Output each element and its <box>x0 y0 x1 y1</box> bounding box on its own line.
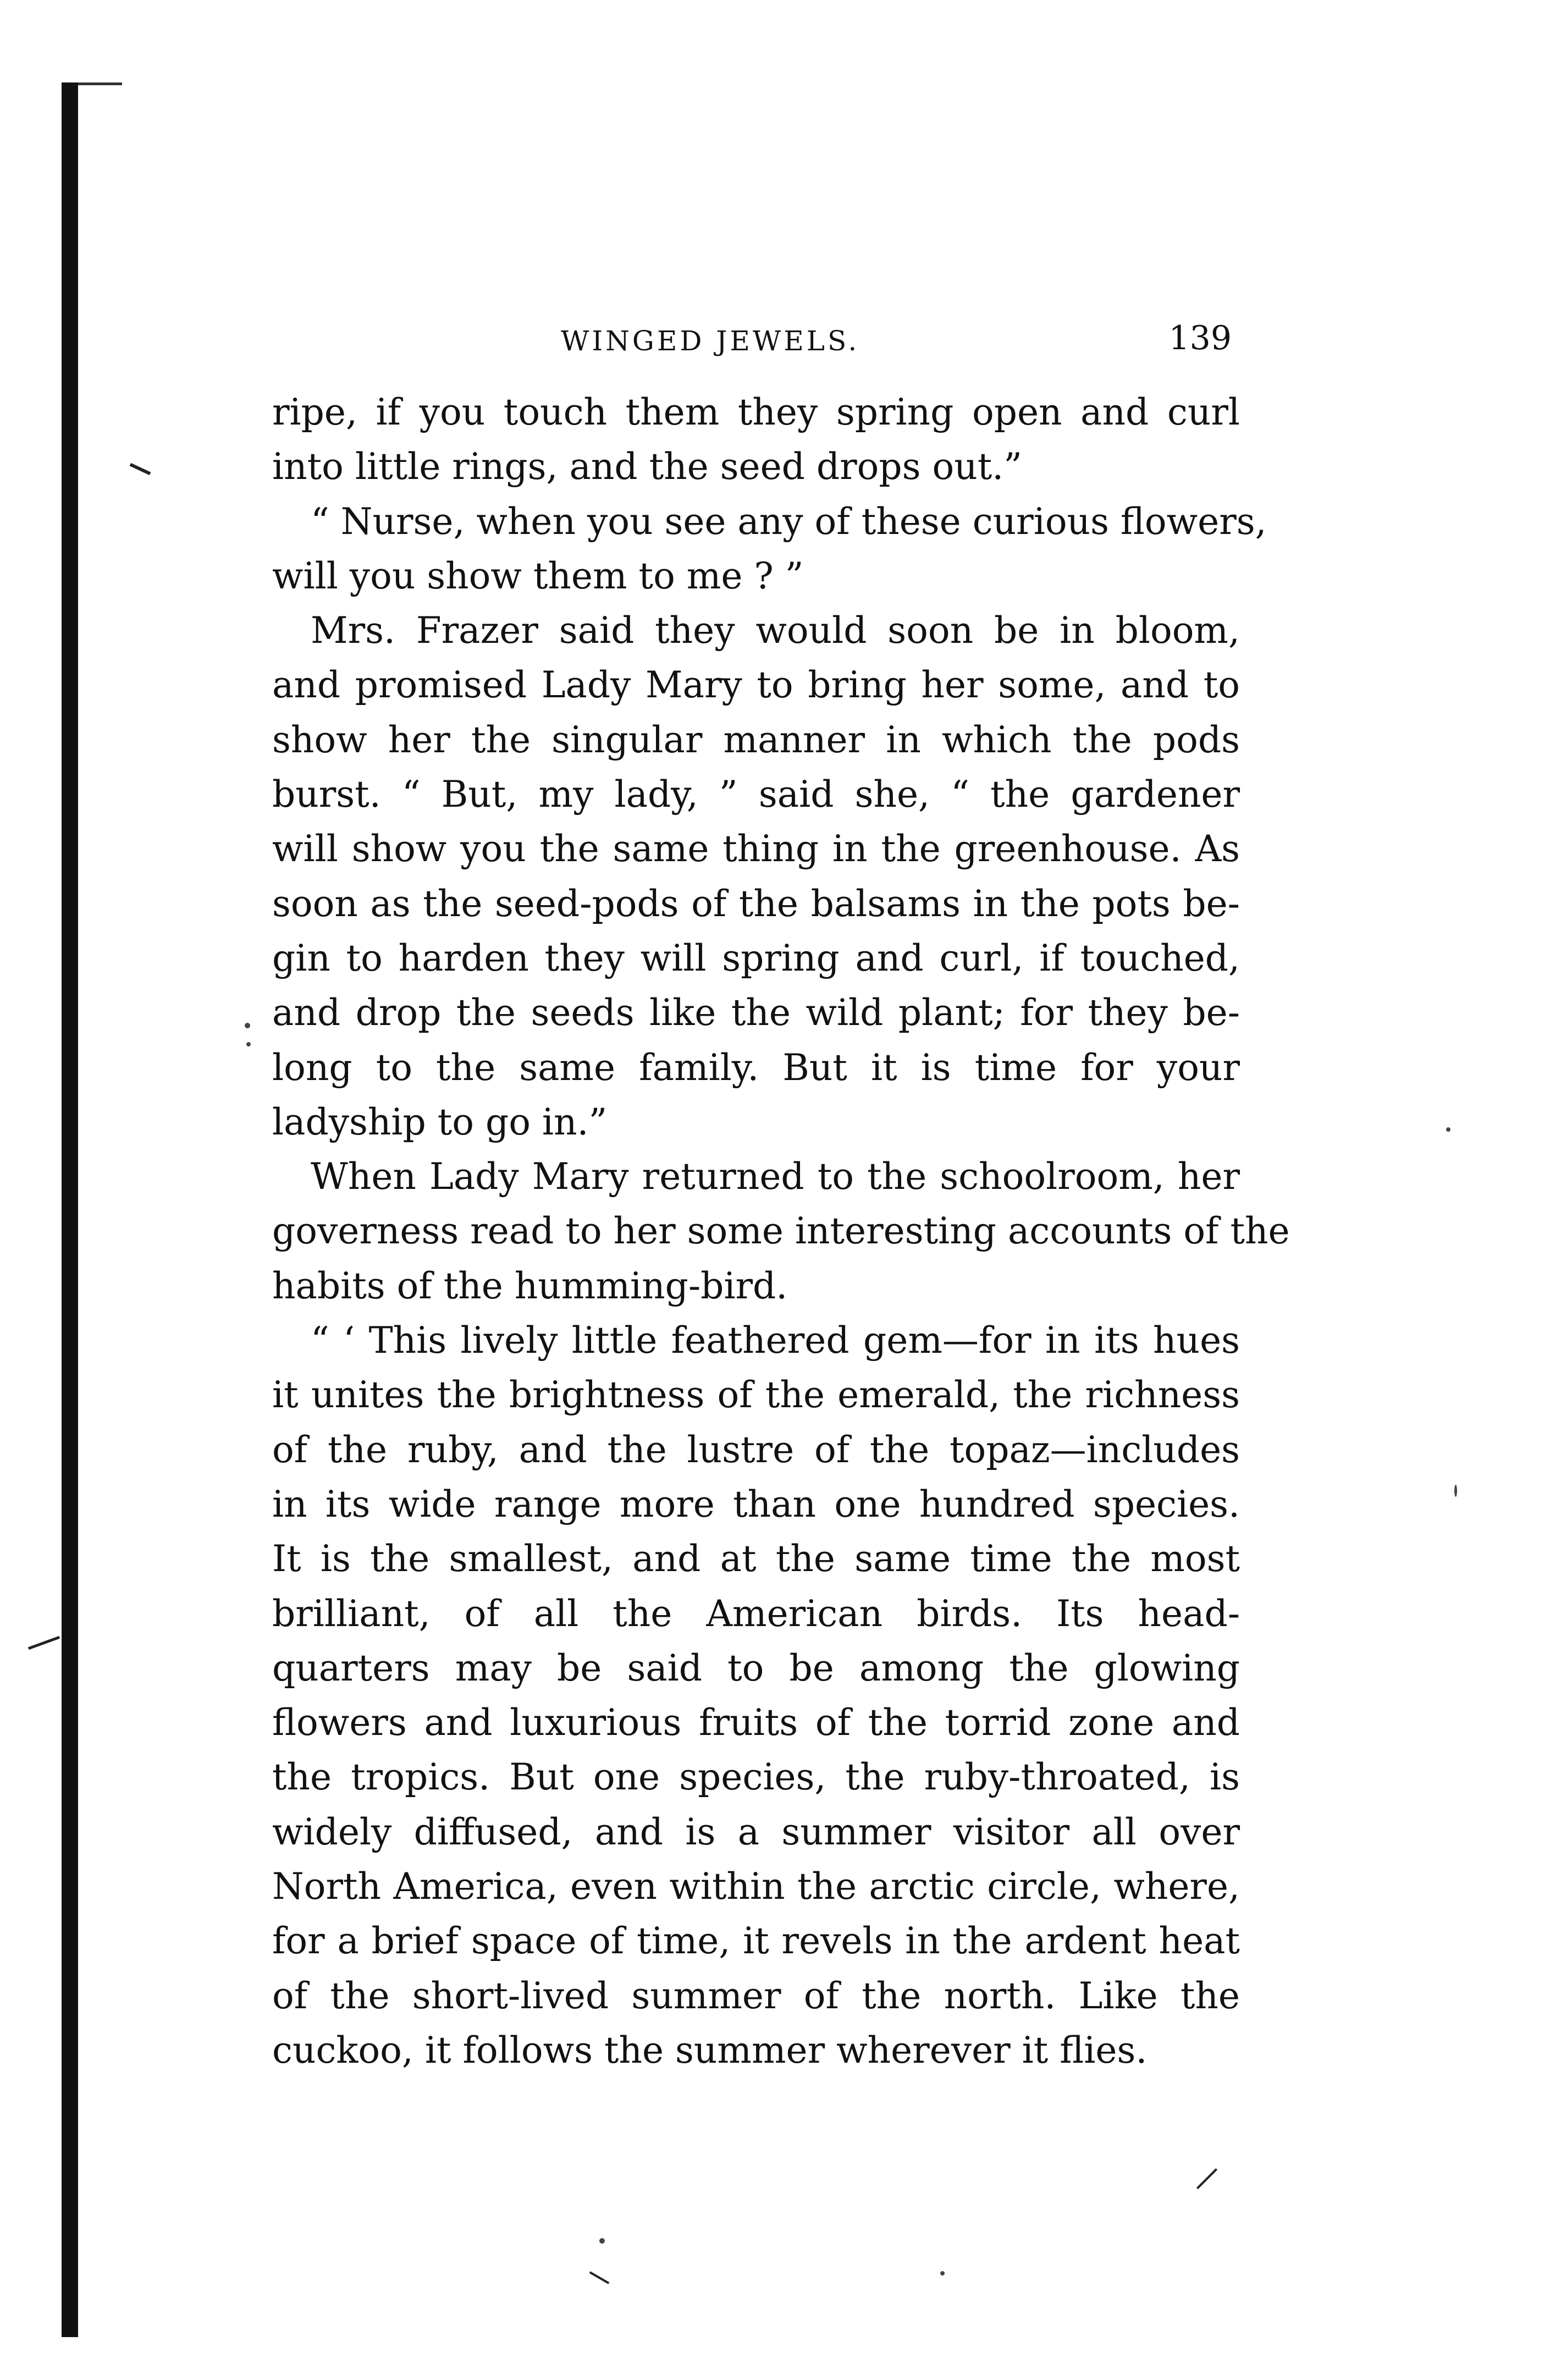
text-line: ripe, if you touch them they spring open and curl <box>272 391 1240 433</box>
margin-mark <box>130 463 151 475</box>
text-line: of the ruby, and the lustre of the topaz—includes <box>272 1428 1240 1471</box>
text-line: for a brief space of time, it revels in the ardent heat <box>272 1920 1240 1963</box>
margin-mark <box>589 2271 610 2284</box>
text-line: cuckoo, it follows the summer wherever it flies. <box>272 2029 1148 2072</box>
text-line: long to the same family. But it is time for your <box>272 1046 1240 1089</box>
text-line: in its wide range more than one hundred species. <box>272 1483 1240 1525</box>
text-line: and promised Lady Mary to bring her some, and to <box>272 664 1240 707</box>
page-header <box>275 316 1237 366</box>
text-line: soon as the seed-pods of the balsams in the pots be- <box>272 882 1240 925</box>
text-line: it unites the brightness of the emerald, the richness <box>272 1374 1240 1417</box>
scan-speck <box>1446 1127 1450 1132</box>
text-line: widely diffused, and is a summer visitor all over <box>272 1810 1240 1853</box>
text-line: of the short-lived summer of the north. Like the <box>272 1974 1240 2017</box>
text-line: burst. “ But, my lady, ” said she, “ the gardener <box>272 773 1240 816</box>
text-line: quarters may be said to be among the glowing <box>272 1646 1240 1689</box>
text-line: brilliant, of all the American birds. Its head- <box>272 1592 1240 1635</box>
scan-speck <box>599 2238 605 2244</box>
scan-speck <box>245 1023 250 1028</box>
text-line: show her the singular manner in which the pods <box>272 718 1240 761</box>
page-number: 139 <box>1168 319 1232 357</box>
text-line: flowers and luxurious fruits of the torrid zone and <box>272 1701 1240 1744</box>
text-line: the tropics. But one species, the ruby-throated, is <box>272 1756 1240 1799</box>
body-text <box>272 385 1290 2078</box>
text-line: “ Nurse, when you see any of these curious flowers, <box>311 500 1267 543</box>
text-line: “ ‘ This lively little feathered gem—for in its hues <box>311 1319 1240 1362</box>
binding-edge-tick <box>78 82 122 85</box>
text-line: will show you the same thing in the greenhouse. As <box>272 828 1240 871</box>
scan-speck <box>940 2271 945 2276</box>
text-line: habits of the humming-bird. <box>272 1264 788 1307</box>
scan-speck <box>1454 1485 1457 1497</box>
text-line: gin to harden they will spring and curl, if touched, <box>272 936 1240 979</box>
text-line: When Lady Mary returned to the schoolroom, her <box>311 1155 1240 1198</box>
text-line: will you show them to me ? ” <box>272 554 804 597</box>
text-line: North America, even within the arctic circle, where, <box>272 1865 1240 1908</box>
margin-mark <box>28 1636 60 1650</box>
text-line: Mrs. Frazer said they would soon be in bloom, <box>311 609 1240 652</box>
scan-speck <box>246 1042 251 1046</box>
text-line: into little rings, and the seed drops out.” <box>272 445 1022 488</box>
text-line: governess read to her some interesting accounts of the <box>272 1210 1290 1253</box>
margin-mark <box>1196 2168 1217 2189</box>
running-title: WINGED JEWELS. <box>561 325 860 357</box>
text-line: ladyship to go in.” <box>272 1100 608 1143</box>
text-line: and drop the seeds like the wild plant; for they be- <box>272 991 1240 1034</box>
binding-edge-shadow <box>62 82 78 2337</box>
text-line: It is the smallest, and at the same time the most <box>272 1538 1240 1580</box>
